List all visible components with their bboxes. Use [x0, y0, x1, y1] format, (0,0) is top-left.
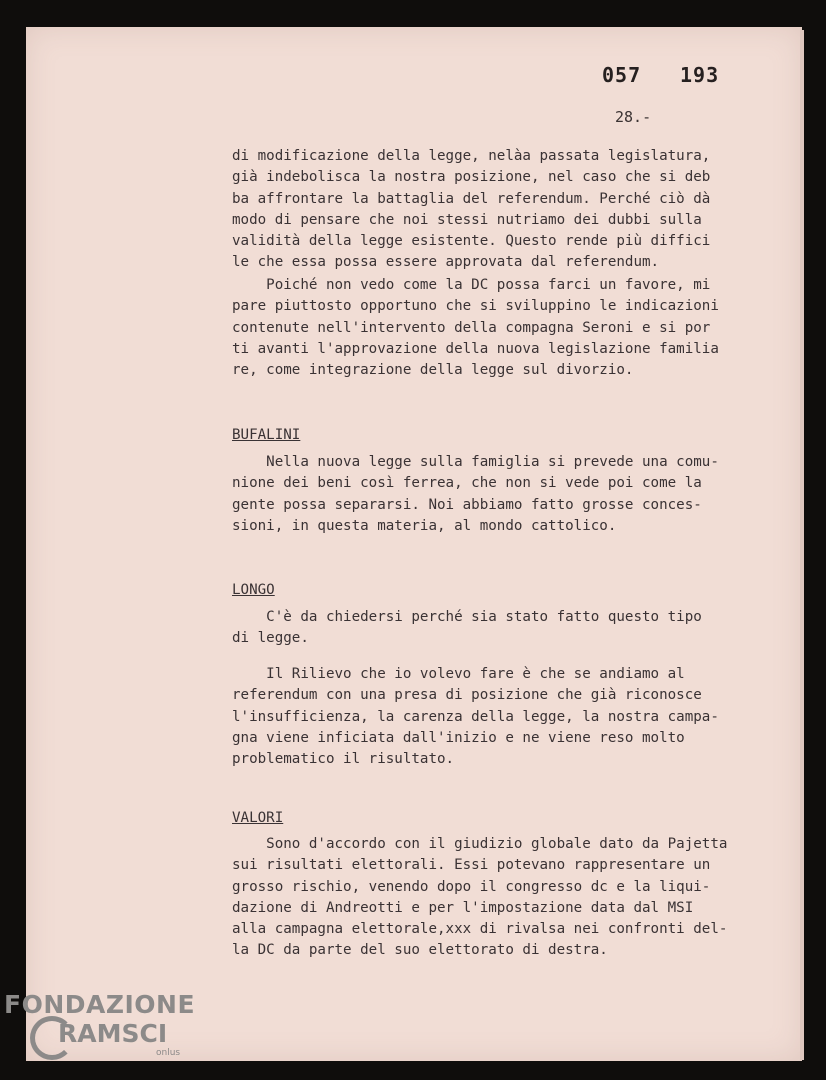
page-edge — [800, 30, 804, 1060]
logo-g-icon — [30, 1016, 74, 1060]
text-line: referendum con una presa di posizione che già riconosce — [232, 687, 702, 704]
text-line: contenute nell'intervento della compagna Seroni e si por — [232, 319, 711, 336]
page-number: 28.- — [615, 108, 652, 126]
text-line: Il Rilievo che io volevo fare è che se andiamo al — [232, 666, 685, 682]
text-line: C'è da chiedersi perché sia stato fatto questo tipo — [232, 609, 702, 625]
text-line: gente possa separarsi. Noi abbiamo fatto grosse conces- — [232, 496, 702, 513]
text-line: pare piuttosto opportuno che si sviluppino le indicazioni — [232, 298, 719, 315]
paragraph — [232, 834, 727, 962]
document-id-left: 057 — [602, 63, 642, 87]
text-line: sioni, in questa materia, al mondo cattolico. — [232, 517, 617, 534]
text-line: di legge. — [232, 630, 309, 647]
watermark-line: onlus — [156, 1048, 181, 1058]
text-line: le che essa possa essere approvata dal referendum. — [232, 254, 660, 271]
text-line: validità della legge esistente. Questo rende più diffici — [232, 233, 711, 250]
text-line: ba affrontare la battaglia del referendum. Perché ciò dà — [232, 190, 711, 207]
text-line: modo di pensare che noi stessi nutriamo dei dubbi sulla — [232, 211, 702, 228]
paragraph — [232, 452, 719, 537]
watermark-line: RAMSCI — [58, 1020, 195, 1048]
speaker-name: BUFALINI — [232, 427, 301, 443]
text-line: alla campagna elettorale,xxx di rivalsa nei confronti del- — [232, 921, 728, 938]
paragraph — [232, 275, 719, 381]
text-line: Nella nuova legge sulla famiglia si prevede una comu- — [232, 454, 719, 470]
speaker-name: LONGO — [232, 582, 275, 598]
text-line: gna viene inficiata dall'inizio e ne viene reso molto — [232, 729, 685, 746]
text-line: problematico il risultato. — [232, 751, 455, 768]
text-line: re, come integrazione della legge sul divorzio. — [232, 362, 634, 379]
text-line: Poiché non vedo come la DC possa farci un favore, mi — [232, 277, 711, 293]
text-line: Sono d'accordo con il giudizio globale dato da Pajetta — [232, 836, 728, 852]
text-line: già indebolisca la nostra posizione, nel caso che si deb — [232, 169, 711, 186]
text-line: di modificazione della legge, nelàa passata legislatura, — [232, 148, 711, 164]
text-line: l'insufficienza, la carenza della legge, la nostra campa- — [232, 708, 719, 725]
document-id-right: 193 — [680, 63, 720, 87]
text-line: sui risultati elettorali. Essi potevano rappresentare un — [232, 857, 711, 874]
text-line: nione dei beni così ferrea, che non si vede poi come la — [232, 475, 702, 492]
text-line: grosso rischio, venendo dopo il congresso dc e la liqui- — [232, 878, 711, 895]
text-line: la DC da parte del suo elettorato di destra. — [232, 942, 608, 959]
text-line: ti avanti l'approvazione della nuova legislazione familia — [232, 340, 719, 357]
paragraph — [232, 607, 702, 650]
fondazione-gramsci-watermark — [4, 990, 195, 1058]
watermark-line: FONDAZIONE — [4, 990, 196, 1019]
paragraph — [232, 664, 719, 770]
paragraph — [232, 146, 710, 274]
text-line: dazione di Andreotti e per l'impostazione data dal MSI — [232, 899, 694, 916]
speaker-name: VALORI — [232, 810, 284, 826]
